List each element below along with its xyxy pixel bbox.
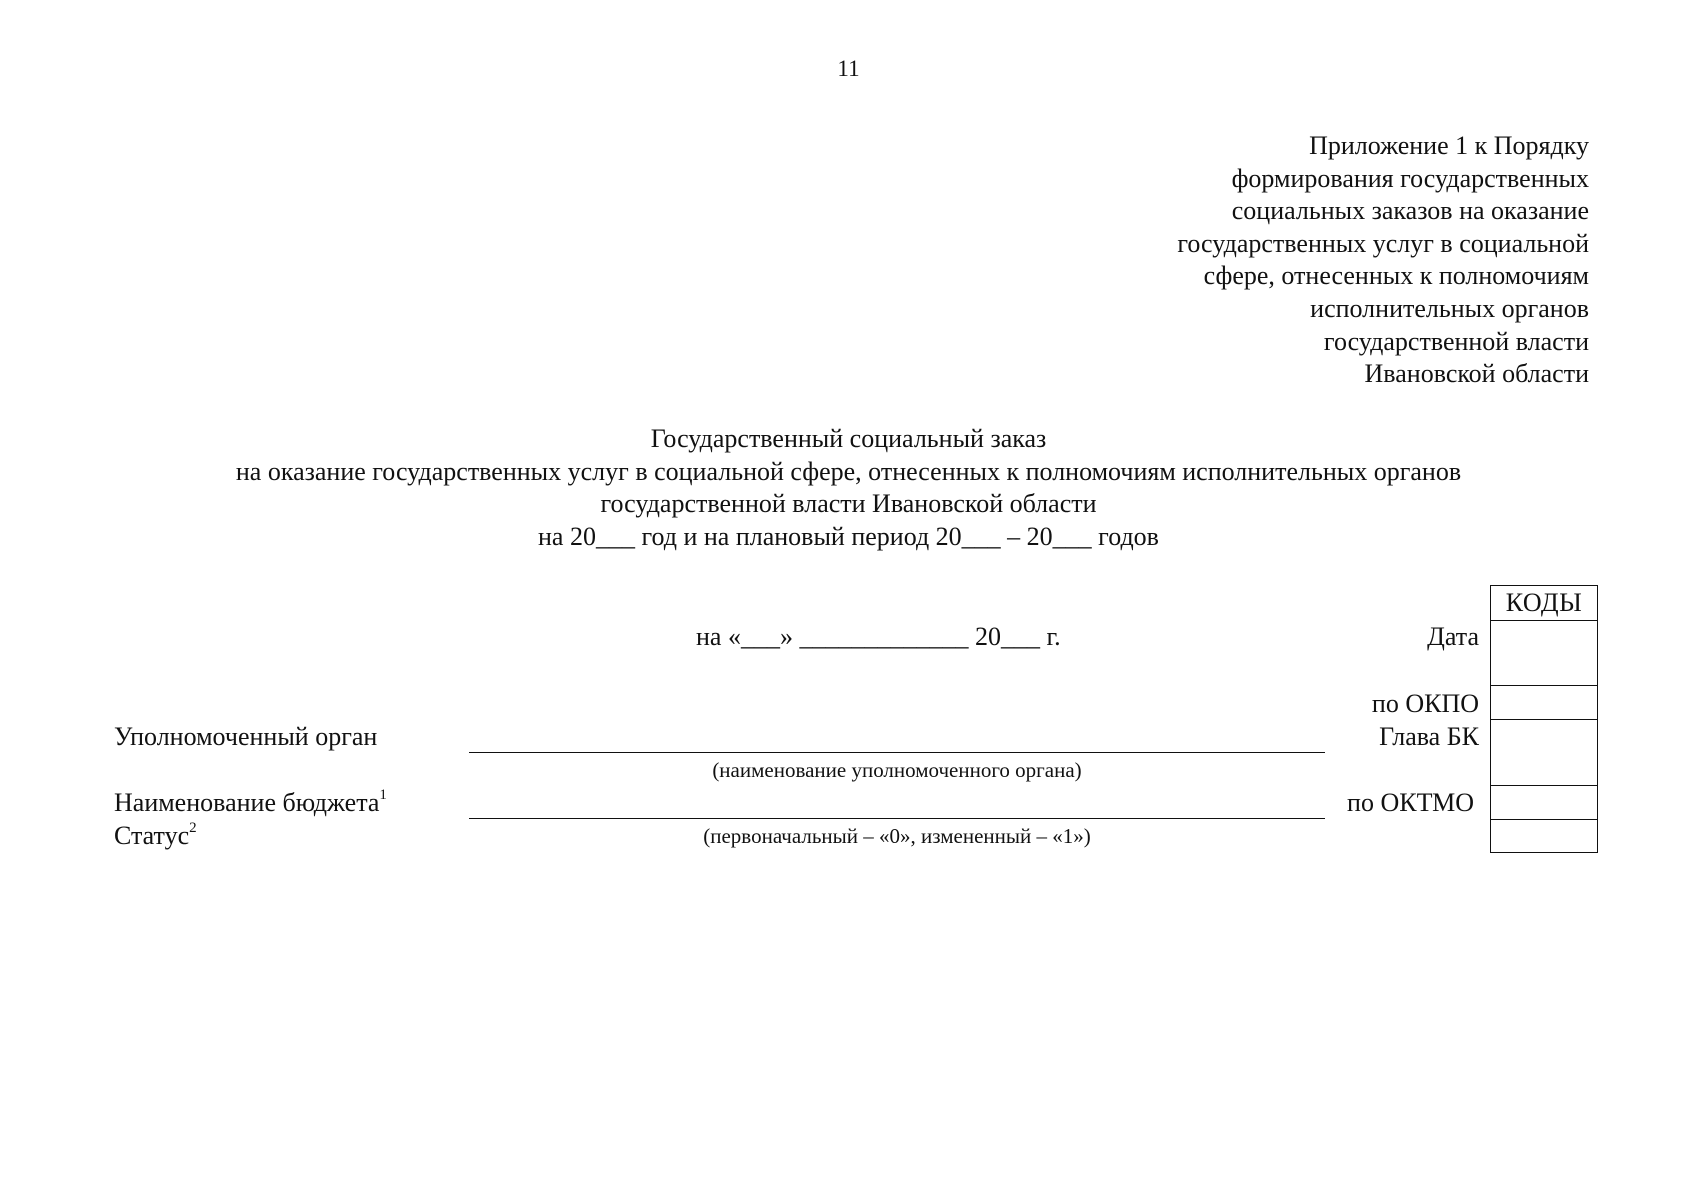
budget-footnote-marker: 1 xyxy=(379,787,387,803)
title-line: на 20___ год и на плановый период 20___ – 20___ годов xyxy=(538,521,1159,551)
appendix-line: социальных заказов на оказание xyxy=(1231,196,1589,226)
appendix-line: Приложение 1 к Порядку xyxy=(1309,131,1589,160)
appendix-line: исполнительных органов xyxy=(1310,293,1589,323)
appendix-line: Ивановской области xyxy=(1364,359,1589,389)
code-label-okpo: по ОКПО xyxy=(1371,689,1479,718)
appendix-line: сфере, отнесенных к полномочиям xyxy=(1203,261,1589,291)
code-label-oktmo: по ОКТМО xyxy=(1347,788,1474,817)
document-title xyxy=(0,423,1697,553)
status-hint: (первоначальный – «0», измененный – «1») xyxy=(703,824,1091,848)
code-label-glava-bk: Глава БК xyxy=(1379,722,1479,751)
appendix-line: формирования государственных xyxy=(1231,163,1589,193)
budget-name-label xyxy=(114,787,387,819)
codes-table xyxy=(1490,585,1598,853)
budget-name-text: Наименование бюджета xyxy=(114,788,380,817)
status-footnote-marker: 2 xyxy=(189,820,197,836)
title-line: государственной власти Ивановской области xyxy=(600,489,1097,519)
authorized-body-label: Уполномоченный орган xyxy=(114,722,378,751)
appendix-header xyxy=(1177,130,1589,391)
appendix-line: государственных услуг в социальной xyxy=(1177,228,1589,258)
authorized-body-hint: (наименование уполномоченного органа) xyxy=(712,758,1082,782)
status-text: Статус xyxy=(114,821,190,850)
code-label-date: Дата xyxy=(1427,622,1479,651)
authorized-body-underline xyxy=(469,752,1325,753)
code-cell-oktmo xyxy=(1491,785,1597,819)
code-cell-glava-bk xyxy=(1491,719,1597,785)
codes-header: КОДЫ xyxy=(1505,588,1583,617)
as-of-date-line: на «___» _____________ 20___ г. xyxy=(696,622,1061,651)
budget-name-underline xyxy=(469,818,1325,819)
code-cell-okpo xyxy=(1491,685,1597,719)
title-line: Государственный социальный заказ xyxy=(650,424,1047,453)
page-number: 11 xyxy=(837,56,860,81)
status-label xyxy=(114,820,197,852)
appendix-line: государственной власти xyxy=(1323,326,1589,356)
code-cell-date xyxy=(1491,620,1597,685)
title-line: на оказание государственных услуг в социальной сфере, отнесенных к полномочиям исполнительных органов xyxy=(235,456,1462,486)
code-cell-status xyxy=(1491,819,1597,852)
